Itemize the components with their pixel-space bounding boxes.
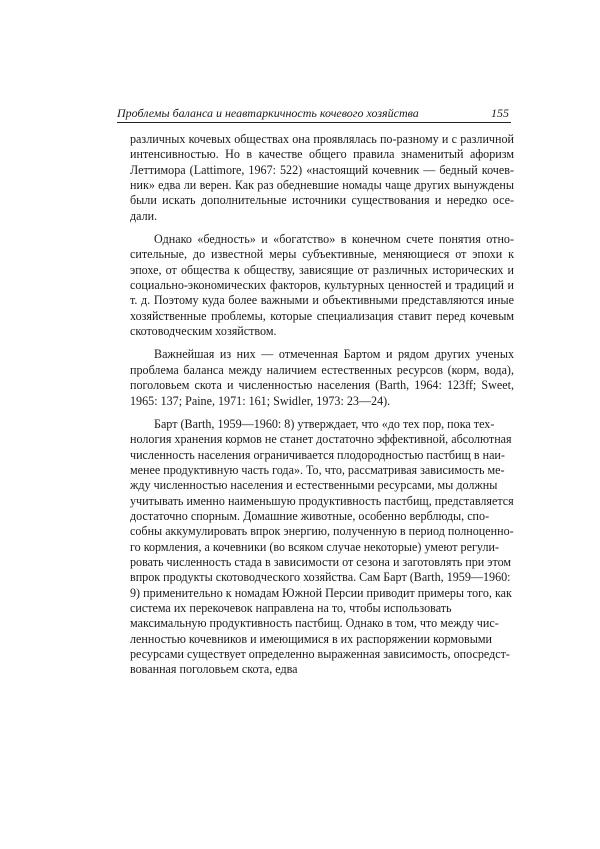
running-header <box>117 104 511 123</box>
page-number: 155 <box>491 106 509 120</box>
paragraph-continuation: различных кочевых обществах она проявлялась по-разному и с различной интенсивностью. Но в качестве общего правила знаменитый афоризм Леттимора (Lattimore, 1967: 522) «настоящий кочевник — бедный кочевник» едва ли верен. Как раз обедневшие номады чаще других вынуждены были искать дополнительные источники существования и нередко оседали. <box>130 132 514 223</box>
paragraph-barth-argument: Барт (Barth, 1959—1960: 8) утверждает, что «до тех пор, пока технология хранения кормов не станет достаточно эффективной, абсолютная численность населения ограничивается плодородностью пастбищ в наименее продуктивную часть года». То, что, рассматривая зависимость между численностью населения и естественными ресурсами, мы должны учитывать именно наименьшую продуктивность пастбищ, представляется достаточно спорным. Домашние животные, особенно верблюды, способны аккумулировать впрок энергию, полученную в период полноценного кормления, а кочевники (во всяком случае некоторые) умеют регулировать численность стада в зависимости от сезона и заготовлять при этом впрок продукты скотоводческого хозяйства. Сам Барт (Barth, 1959—1960: 9) применительно к номадам Южной Персии приводит примеры того, как система их перекочевок направлена на то, чтобы использовать максимальную продуктивность пастбищ. Однако в том, что между численностью кочевников и имеющимися в их распоряжении кормовыми ресурсами существует определенно выраженная зависимость, опосредствованная поголовьем скота, едва <box>130 416 514 677</box>
running-header-title: Проблемы баланса и неавтаркичность кочевого хозяйства <box>117 106 419 120</box>
body-text <box>130 132 514 678</box>
paragraph-poverty-wealth: Однако «бедность» и «богатство» в конечном счете понятия относительные, до известной меры субъективные, меняющиеся от эпохи к эпохе, от общества к обществу, зависящие от различных исторических и социально-экономических факторов, культурных ценностей и традиций и т. д. Поэтому куда более важными и объективными представляются иные хозяйственные проблемы, которые специализация ставит перед кочевым скотоводческим хозяйством. <box>130 232 514 339</box>
paragraph-balance-problem: Важнейшая из них — отмеченная Бартом и рядом других ученых проблема баланса между наличием естественных ресурсов (корм, вода), поголовьем скота и численностью населения (Barth, 1964: 123ff; Sweet, 1965: 137; Paine, 1971: 161; Swidler, 1973: 23—24). <box>130 347 514 408</box>
